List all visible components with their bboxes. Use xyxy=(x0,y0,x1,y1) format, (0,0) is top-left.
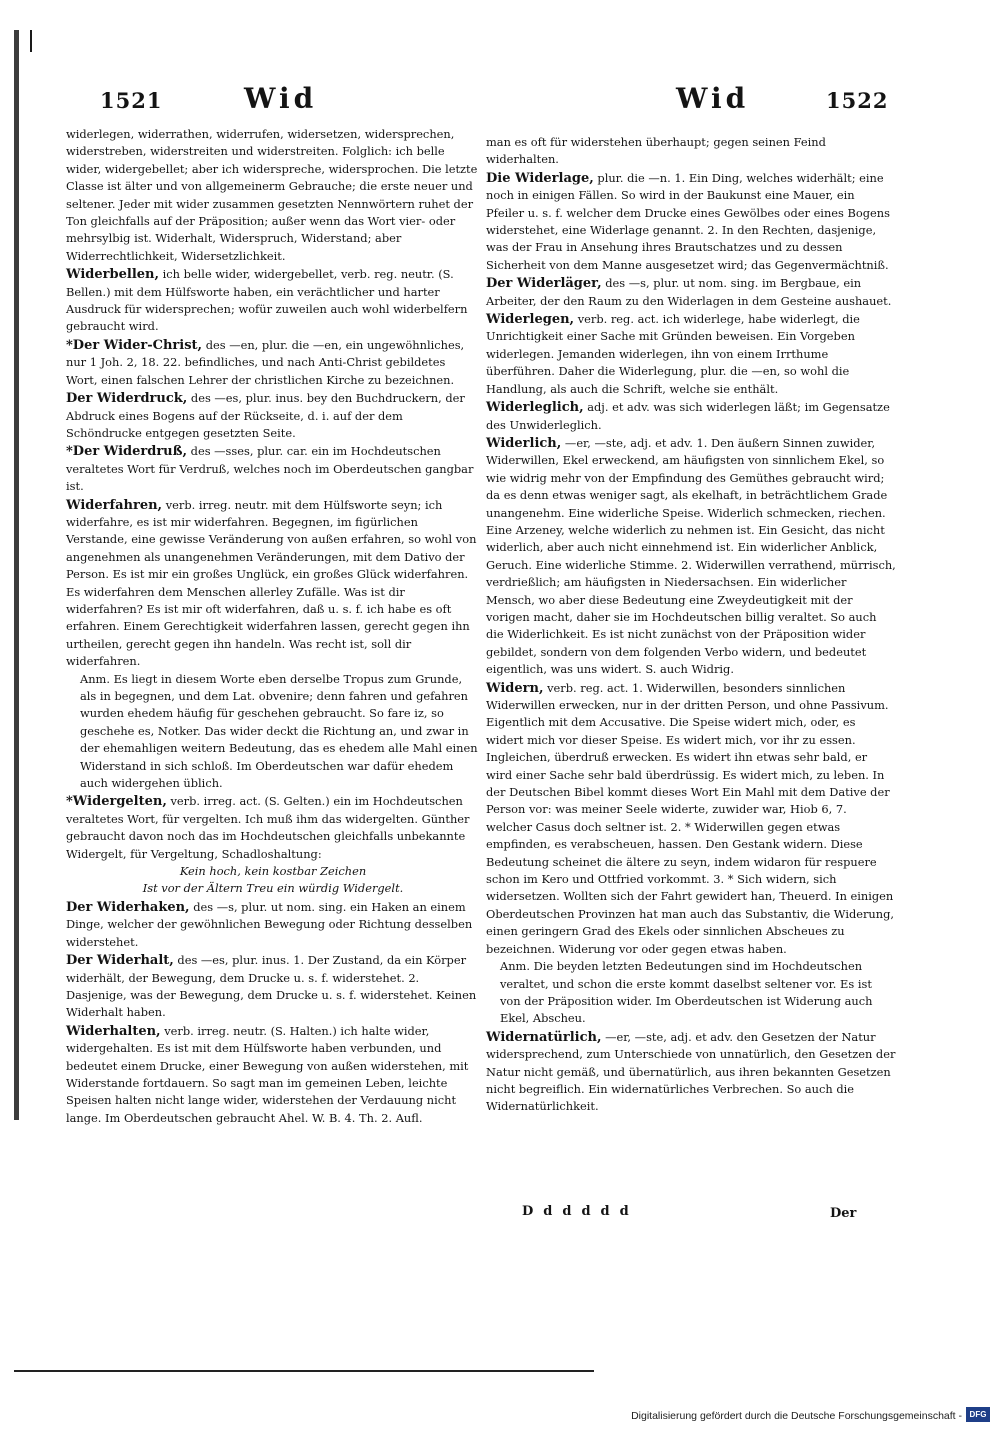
annotation-paragraph: Anm. Die beyden letzten Bedeutungen sind im Hochdeutschen veraltet, und schon die erste kommt daselbst seltener vor. Es ist von der Präposition wider. Im Oberdeutschen ist Widerung auch Ekel, Abscheu. xyxy=(500,959,873,1026)
entry-definition: des —en, plur. die —en, ein ungewöhnliches, nur 1 Joh. 2, 18. 22. befindliches, und nach Anti-Christ gebildetes Wort, einen falschen Lehrer der christlichen Kirche zu bezeichnen. xyxy=(66,337,465,387)
scan-baseline-rule xyxy=(14,1370,594,1372)
continued-text: widerlegen, widerrathen, widerrufen, widersetzen, widersprechen, widerstreben, widerstreiten und widerstreiten. Folglich: ich belle wider, widergebellet; aber ich widerspreche, widersprochen. Die letzte Classe ist älter und von allgemeinerm Gebrauche; die erste neuer und seltener. Jeder mit wider zusammen gesetzten Nennwörtern ruhet der Ton gleichfalls auf der Präposition; außer wenn das Wort vier- oder mehrsylbig ist. Widerhalt, Widerspruch, Widerstand; aber Widerrechtlichkeit, Widersetzlichkeit. xyxy=(66,127,478,263)
dictionary-entry xyxy=(486,435,896,679)
running-head-left: Wid xyxy=(244,82,318,115)
entry-definition: verb. irreg. neutr. (S. Halten.) ich halte wider, widergehalten. Es ist mit dem Hülfsworte haben verbunden, und bedeutet einem Drucke, einer Bewegung von außen widerstehen, mit Widerstande fortdauern. So sagt man im gemeinen Leben, leichte Speisen halten nicht lange wider, widerstehen der Verdauung nicht lange. Im Oberdeutschen gebraucht Ahel. W. B. 4. Th. 2. Aufl. xyxy=(66,1023,469,1125)
entry-definition: verb. reg. act. ich widerlege, habe widerlegt, die Unrichtigkeit einer Sache mit Gründen beweisen. Ein Vorgeben widerlegen. Jemanden widerlegen, ihn von einem Irrthume überführen. Daher die Widerlegung, plur. die —en, so wohl die Handlung, als auch die Schrift, welche sie enthält. xyxy=(486,312,860,396)
entry-definition: des —es, plur. inus. bey den Buchdruckern, der Abdruck eines Bogens auf der Rückseite, d. i. auf der dem Schöndrucke entgegen gesetzten Seite. xyxy=(66,391,465,440)
entry-definition: des —sses, plur. car. ein im Hochdeutschen veraltetes Wort für Verdruß, welches noch im Oberdeutschen gangbar ist. xyxy=(66,444,474,494)
dictionary-entry xyxy=(66,443,480,495)
scan-edge-shadow xyxy=(14,30,19,1120)
entry-definition: plur. die —n. 1. Ein Ding, welches widerhält; eine noch in einigen Fällen. So wird in der Baukunst eine Mauer, ein Pfeiler u. s. f. welcher dem Drucke eines Gewölbes oder eines Bogens widerstehet, eine Widerlage genannt. 2. In den Rechten, dasjenige, was der Frau in Ansehung ihres Brautschatzes und zu dessen Sicherheit von dem Manne ausgesetzet wird; das Gegenvermächtniß. xyxy=(486,170,890,272)
left-text-column xyxy=(66,126,480,1127)
entry-headword: Widerlich, xyxy=(486,435,562,451)
page-number-right: 1522 xyxy=(826,88,889,113)
entry-headword: *Der Widerdruß, xyxy=(66,444,188,460)
dfg-logo: DFG xyxy=(966,1407,990,1422)
entry-definition: —er, —ste, adj. et adv. 1. Den äußern Sinnen zuwider, Widerwillen, Ekel erweckend, am häufigsten von sinnlichem Ekel, so wie widrig mehr von der Empfindung des Gemüthes gebraucht wird; da es denn etwas weniger sagt, als ekelhaft, in beträchtlichem Grade unangenehm. Eine widerliche Speise. Widerlich schmecken, riechen. Eine Arzeney, welche widerlich zu nehmen ist. Ein Gesicht, das nicht widerlich, aber auch nicht einnehmend ist. Ein widerlicher Anblick, Geruch. Eine widerliche Stimme. 2. Widerwillen verrathend, mürrisch, verdrießlich; am häufigsten in Niedersachsen. Ein widerlicher Mensch, wo aber diese Bedeutung eine Zweydeutigkeit mit der vorigen macht, daher sie im Hochdeutschen billig veraltet. So auch die Widerlichkeit. Es ist nicht zunächst von der Präposition wider gebildet, sondern von dem folgenden Verbo widern, und bedeutet eigentlich, was uns widert. S. auch Widrig. xyxy=(486,435,896,677)
dictionary-entry xyxy=(486,399,896,434)
dictionary-entry xyxy=(66,793,480,863)
entry-definition: adj. et adv. was sich widerlegen läßt; im Gegensatze des Unwiderleglich. xyxy=(486,400,890,432)
entry-definition: —er, —ste, adj. et adv. den Gesetzen der Natur widersprechend, zum Unterschiede von unnatürlich, den Gesetzen der Natur nicht gemäß, und übernatürlich, aus ihren bekannten Gesetzen nicht begreiflich. Ein widernatürliches Verbrechen. So auch die Widernatürlichkeit. xyxy=(486,1029,896,1114)
entry-headword: Widerleglich, xyxy=(486,400,584,416)
dictionary-entry xyxy=(66,390,480,442)
entry-definition: verb. irreg. neutr. mit dem Hülfsworte seyn; ich widerfahre, es ist mir widerfahren. Begegnen, im figürlichen Verstande, eine gewisse Veränderung von außen erfahren, so wohl von angenehmen als unangenehmen Veränderungen, mit dem Dativo der Person. Es ist mir ein großes Unglück, ein großes Glück widerfahren. Es widerfahren dem Menschen allerley Zufälle. Was ist dir widerfahren? Es ist mir oft widerfahren, daß u. s. f. ich habe es oft erfahren. Einem Gerechtigkeit widerfahren lassen, gerecht gegen ihn urtheilen, gerecht gegen ihn handeln. Was recht ist, soll dir widerfahren. xyxy=(66,497,477,669)
entry-headword: *Der Wider-Christ, xyxy=(66,337,203,353)
dictionary-entry xyxy=(486,1029,896,1116)
dictionary-entry xyxy=(66,899,480,951)
entry-definition: verb. reg. act. 1. Widerwillen, besonders sinnlichen Widerwillen erwecken, nur in der dritten Person, und ohne Passivum. Eigentlich mit dem Accusative. Die Speise widert mich, oder, es widert mich vor dieser Speise. Es widert mich, vor ihr zu essen. Ingleichen, überdruß erwecken. Es widert ihn etwas sehr bald, er wird einer Sache sehr bald überdrüssig. Es widert mich, zu leben. In der Deutschen Bibel kommt dieses Wort Ein Mahl mit dem Dative der Person vor: was meiner Seele widerte, zuwider war, Hiob 6, 7. welcher Casus doch seltner ist. 2. * Widerwillen gegen etwas empfinden, es verabscheuen, hassen. Den Gestank widern. Diese Bedeutung scheinet die ältere zu seyn, indem widaron für respuere schon im Kero und Ottfried vorkommt. 3. * Sich widern, sich widersetzen. Wollten sich der Fahrt gewidert han, Theuerd. In einigen Oberdeutschen Provinzen hat man auch das Substantiv, die Widerung, einen geringern Grad des Ekels oder sinnlichen Abscheues zu bezeichnen. Widerung vor oder gegen etwas haben. xyxy=(486,680,895,956)
entry-definition: verb. irreg. act. (S. Gelten.) ein im Hochdeutschen veraltetes Wort, für vergelten. Ich muß ihm das widergelten. Günther gebraucht davon noch das im Hochdeutschen gleichfalls unbekannte Widergelt, für Vergeltung, Schadloshaltung: xyxy=(66,794,470,861)
dictionary-entry xyxy=(66,337,480,389)
entry-definition: des —s, plur. ut nom. sing. ein Haken an einem Dinge, welcher der gewöhnlichen Bewegung oder Richtung desselben widerstehet. xyxy=(66,899,473,949)
dictionary-entry xyxy=(486,170,896,274)
entry-headword: Der Widerhalt, xyxy=(66,953,174,969)
continued-text: man es oft für widerstehen überhaupt; gegen seinen Feind widerhalten. xyxy=(486,135,826,167)
page-number-left: 1521 xyxy=(100,88,163,113)
verse-line: Ist vor der Ältern Treu ein würdig Widergelt. xyxy=(142,881,404,896)
dictionary-entry xyxy=(66,1023,480,1127)
footer-credit: Digitalisierung gefördert durch die Deutsche Forschungsgemeinschaft - xyxy=(631,1410,962,1422)
verse-line: Kein hoch, kein kostbar Zeichen xyxy=(179,864,367,879)
catchword: Der xyxy=(830,1206,857,1221)
dictionary-entry xyxy=(486,680,896,959)
right-text-column xyxy=(486,134,896,1116)
scan-edge-mark xyxy=(30,30,32,52)
dictionary-entry xyxy=(66,952,480,1022)
entry-headword: *Widergelten, xyxy=(66,794,167,810)
signature-mark: Dddddd xyxy=(522,1204,639,1219)
dictionary-entry xyxy=(66,497,480,671)
entry-definition: des —es, plur. inus. 1. Der Zustand, da ein Körper widerhält, der Bewegung, dem Drucke u. s. f. widerstehet. 2. Dasjenige, was der Bewegung, dem Drucke u. s. f. widerstehet. Keinen Widerhalt haben. xyxy=(66,953,477,1020)
entry-definition: ich belle wider, widergebellet, verb. reg. neutr. (S. Bellen.) mit dem Hülfsworte haben, ein verächtlicher und harter Ausdruck für widersprechen; wofür zuweilen auch wohl widerbelfern gebraucht wird. xyxy=(66,267,468,334)
entry-headword: Widern, xyxy=(486,680,544,696)
entry-headword: Widerfahren, xyxy=(66,497,163,513)
dictionary-entry xyxy=(66,266,480,336)
entry-definition: des —s, plur. ut nom. sing. im Bergbaue, ein Arbeiter, der den Raum zu den Widerlagen in dem Gesteine aushauet. xyxy=(486,276,892,308)
entry-headword: Der Widerläger, xyxy=(486,276,602,292)
entry-headword: Die Widerlage, xyxy=(486,170,594,186)
dictionary-entry xyxy=(486,311,896,398)
entry-headword: Widerhalten, xyxy=(66,1023,161,1039)
entry-headword: Widerlegen, xyxy=(486,312,575,328)
annotation-paragraph: Anm. Es liegt in diesem Worte eben derselbe Tropus zum Grunde, als in begegnen, und dem Lat. obvenire; denn fahren und gefahren wurden ehedem häufig für geschehen gebraucht. So fare iz, so geschehe es, Notker. Das wider deckt die Richtung an, und zwar in der ehemahligen weitern Bedeutung, das es ehedem alle Mahl einen Widerstand in sich schloß. Im Oberdeutschen war dafür ehedem auch widergehen üblich. xyxy=(80,671,478,791)
dictionary-entry xyxy=(486,275,896,310)
entry-headword: Widerbellen, xyxy=(66,267,160,283)
entry-headword: Der Widerdruck, xyxy=(66,391,188,407)
entry-headword: Der Widerhaken, xyxy=(66,899,190,915)
running-head-right: Wid xyxy=(676,82,750,115)
entry-headword: Widernatürlich, xyxy=(486,1029,602,1045)
